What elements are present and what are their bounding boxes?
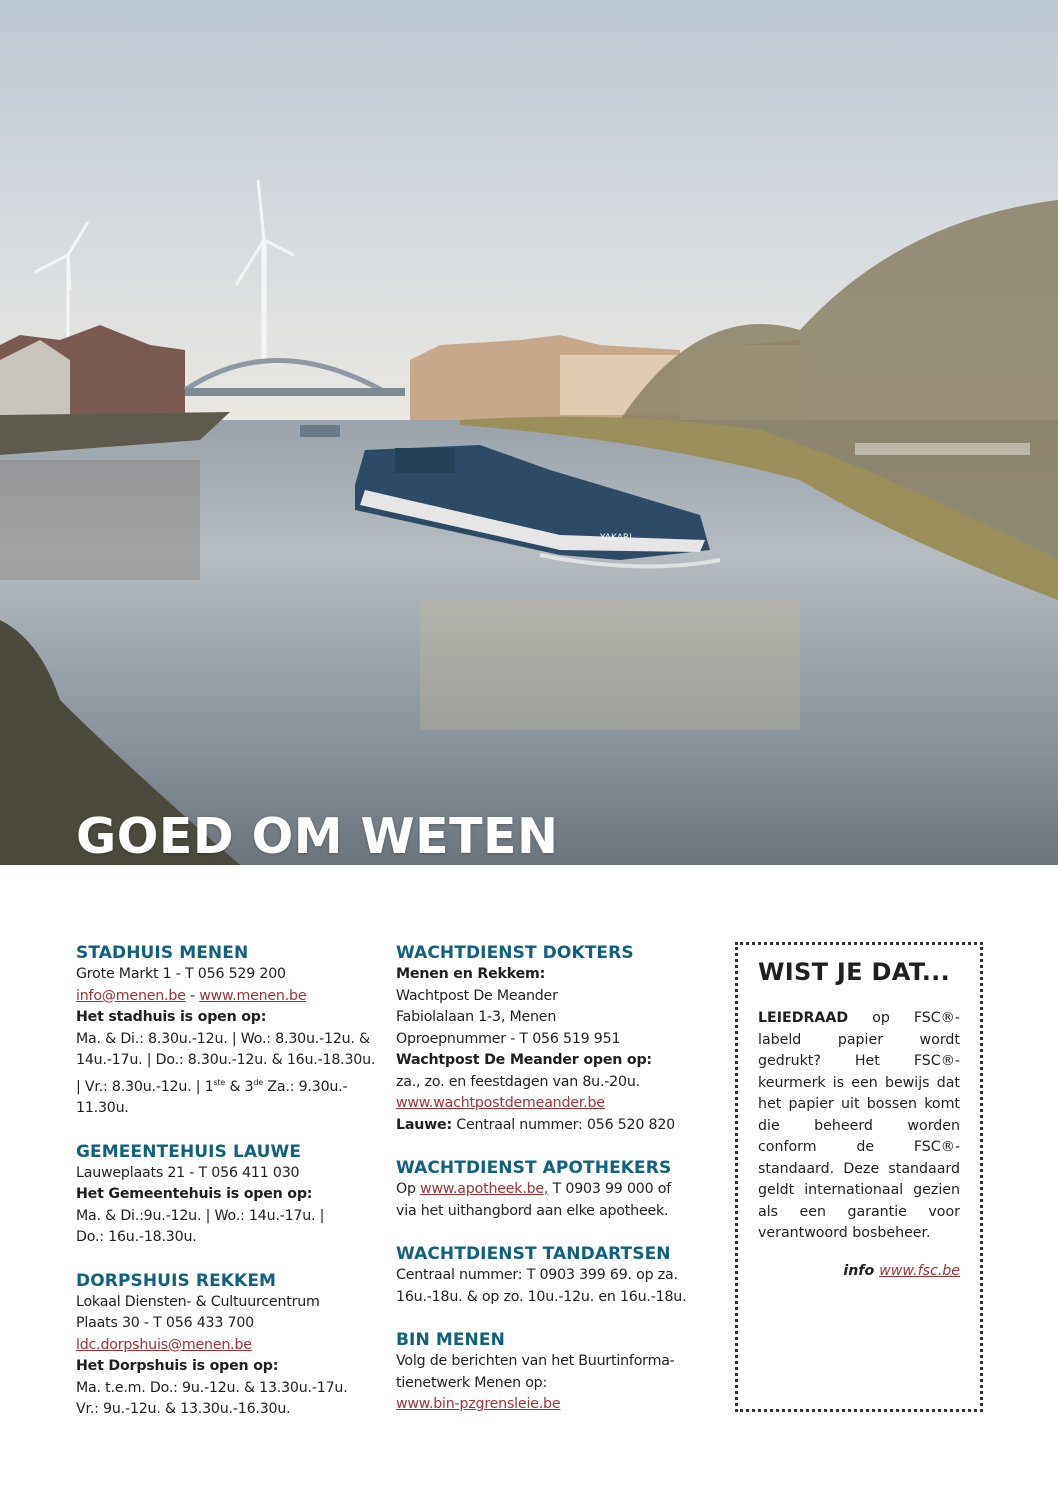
line: Oproepnummer - T 056 519 951 <box>396 1030 621 1047</box>
line: via het uithangbord aan elke apotheek. <box>396 1202 669 1219</box>
section-lauwe <box>76 1141 386 1249</box>
box-body <box>758 1008 960 1245</box>
text: T 0903 99 000 of <box>548 1181 672 1197</box>
email-link[interactable]: ldc.dorpshuis@menen.be <box>76 1336 252 1353</box>
phone: Centraal nummer: 056 520 820 <box>451 1116 675 1133</box>
hours: Ma. & Di.: 8.30u.-12u. | Wo.: 8.30u.-12u. & <box>76 1030 370 1047</box>
address: Plaats 30 - T 056 433 700 <box>76 1315 254 1331</box>
open-label: Het Gemeentehuis is open op: <box>76 1186 313 1202</box>
heading-tandartsen: WACHTDIENST TANDARTSEN <box>396 1244 671 1264</box>
boat-name: YAKARI <box>600 533 632 543</box>
heading-dokters: WACHTDIENST DOKTERS <box>396 943 634 963</box>
info-line <box>738 1263 960 1279</box>
hours: Ma. & Di.:9u.-12u. | Wo.: 14u.-17u. | <box>76 1207 325 1224</box>
hours: Do.: 16u.-18.30u. <box>76 1229 197 1245</box>
hours <box>76 1072 386 1099</box>
body-text: op FSC®-labeld papier wordt gedrukt? Het FSC®-keurmerk is een bewijs dat het papier uit bossen komt die beheerd worden conform de FSC®-standaard. Deze standaard geldt internationaal gezien als een garantie voor verantwoord bosbeheer. <box>758 1010 960 1241</box>
line: Volg de berichten van het Buurtinforma- <box>396 1353 675 1369</box>
section-tandartsen <box>396 1243 716 1308</box>
address: Grote Markt 1 - T 056 529 200 <box>76 966 286 982</box>
label: Lauwe: <box>396 1116 452 1133</box>
section-stadhuis <box>76 942 386 1120</box>
hours: Ma. t.e.m. Do.: 9u.-12u. & 13.30u.-17u. <box>76 1379 348 1396</box>
open-label: Wachtpost De Meander open op: <box>396 1052 652 1068</box>
line: Lokaal Diensten- & Cultuurcentrum <box>76 1293 320 1310</box>
heading-apothekers: WACHTDIENST APOTHEKERS <box>396 1158 672 1178</box>
heading-bin: BIN MENEN <box>396 1330 505 1350</box>
superscript: ste <box>213 1077 226 1087</box>
open-label: Het stadhuis is open op: <box>76 1009 267 1025</box>
hours-text: Za.: 9.30u.- <box>263 1078 348 1095</box>
subheading: Menen en Rekkem: <box>396 966 546 982</box>
wist-je-dat-box <box>735 942 983 1412</box>
superscript: de <box>253 1077 264 1087</box>
email-link[interactable]: info@menen.be <box>76 987 186 1004</box>
fsc-link[interactable]: www.fsc.be <box>879 1262 960 1279</box>
hours: 11.30u. <box>76 1100 129 1116</box>
contact-column-middle <box>396 942 716 1437</box>
box-heading: WIST JE DAT... <box>758 958 951 986</box>
website-link[interactable]: www.menen.be <box>199 987 307 1004</box>
section-apothekers <box>396 1157 716 1222</box>
info-label: info <box>843 1262 880 1279</box>
text: Op <box>396 1181 421 1197</box>
hours-text: & 3 <box>225 1078 254 1095</box>
address: Lauweplaats 21 - T 056 411 030 <box>76 1164 300 1181</box>
website-link[interactable]: www.bin-pzgrensleie.be <box>396 1396 561 1412</box>
page-title: GOED OM WETEN <box>76 808 559 865</box>
line: Wachtpost De Meander <box>396 987 558 1004</box>
contact-column-left <box>76 942 386 1442</box>
hours: za., zo. en feestdagen van 8u.-20u. <box>396 1073 640 1090</box>
heading-lauwe: GEMEENTEHUIS LAUWE <box>76 1141 302 1162</box>
line: 16u.-18u. & op zo. 10u.-12u. en 16u.-18u. <box>396 1288 687 1305</box>
separator: - <box>185 987 200 1004</box>
line: tienetwerk Menen op: <box>396 1374 548 1391</box>
hours-text: | Vr.: 8.30u.-12u. | 1 <box>76 1078 214 1095</box>
hours: Vr.: 9u.-12u. & 13.30u.-16.30u. <box>76 1401 291 1417</box>
website-link[interactable]: www.apotheek.be, <box>420 1181 549 1197</box>
heading-stadhuis: STADHUIS MENEN <box>76 943 249 963</box>
line: Fabiolalaan 1-3, Menen <box>396 1009 557 1025</box>
section-dokters <box>396 942 716 1136</box>
line: Centraal nummer: T 0903 399 69. op za. <box>396 1267 678 1283</box>
hours: 14u.-17u. | Do.: 8.30u.-12u. & 16u.-18.30u. <box>76 1052 376 1068</box>
lead-text: LEIEDRAAD <box>758 1010 849 1026</box>
heading-rekkem: DORPSHUIS REKKEM <box>76 1270 277 1291</box>
section-bin <box>396 1329 716 1416</box>
open-label: Het Dorpshuis is open op: <box>76 1358 279 1374</box>
website-link[interactable]: www.wachtpostdemeander.be <box>396 1095 605 1111</box>
section-rekkem <box>76 1270 386 1421</box>
